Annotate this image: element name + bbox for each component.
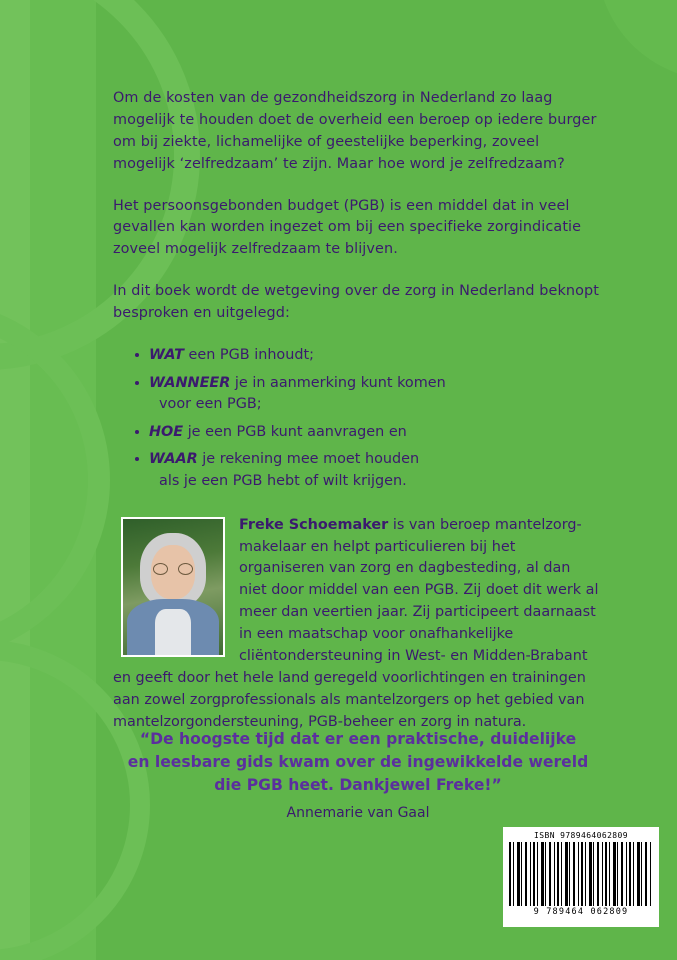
bullet-keyword: HOE bbox=[149, 423, 184, 440]
quote-attribution: Annemarie van Gaal bbox=[286, 805, 430, 821]
barcode-digits: 9 789464 062809 bbox=[533, 907, 629, 917]
bullet-dot-icon bbox=[135, 430, 139, 434]
list-item bbox=[135, 345, 601, 367]
author-bio-body: is van beroep mantelzorg-makelaar en helpt particulieren bij het organiseren van zorg en dagbesteding, al dan niet door middel van een PGB. Zij doet dit werk al meer dan veertien jaar. Zij participeert daarnaast in een maatschap voor onafhankelijke cliëntondersteuning in West- en Midden-Brabant en geeft door het hele land geregeld voorlichtingen en trainingen aan zowel zorgprofessionals als mantelzorgers op het gebied van mantelzorgondersteuning, PGB-beheer en zorg in natura. bbox=[113, 516, 599, 730]
quote-line-1: “De hoogste tijd dat er een praktische, duidelijke bbox=[139, 730, 577, 748]
portrait-shirt bbox=[155, 609, 191, 655]
author-bio-block bbox=[113, 515, 601, 734]
barcode bbox=[503, 827, 659, 927]
bullet-keyword: WANNEER bbox=[149, 374, 231, 391]
paragraph-intro: Om de kosten van de gezondheidszorg in Nederland zo laag mogelijk te houden doet de overheid een beroep op iedere burger om bij ziekte, lichamelijke of geestelijke beperking, zoveel mogelijk ‘zelfredzaam’ te zijn. Maar hoe word je zelfredzaam? bbox=[113, 90, 597, 172]
list-item bbox=[135, 422, 601, 444]
bullet-dot-icon bbox=[135, 353, 139, 357]
review-quote bbox=[113, 728, 603, 797]
paragraph-pgb: Het persoonsgebonden budget (PGB) is een middel dat in veel gevallen kan worden ingezet om bij een specifieke zorgindicatie zoveel mogelijk zelfredzaam te blijven. bbox=[113, 197, 582, 258]
bullet-keyword: WAAR bbox=[149, 451, 198, 468]
bullet-keyword: WAT bbox=[149, 347, 184, 364]
list-item bbox=[135, 449, 601, 492]
list-item bbox=[135, 373, 601, 416]
decorative-corner bbox=[597, 0, 677, 80]
bullet-text: je een PGB kunt aanvragen en bbox=[187, 423, 407, 440]
bullet-list bbox=[113, 345, 601, 493]
bullet-dot-icon bbox=[135, 381, 139, 385]
bullet-dot-icon bbox=[135, 457, 139, 461]
bullet-text: je rekening mee moet houden bbox=[202, 451, 420, 468]
bullet-text-second-line: voor een PGB; bbox=[159, 396, 262, 413]
blurb-content bbox=[113, 88, 601, 734]
author-photo bbox=[121, 517, 225, 657]
quote-line-3: die PGB heet. Dankjewel Freke!” bbox=[214, 776, 502, 795]
bullet-text: je in aanmerking kunt komen bbox=[234, 374, 446, 391]
paragraph-book: In dit boek wordt de wetgeving over de zorg in Nederland beknopt besproken en uitgelegd: bbox=[113, 283, 599, 322]
barcode-isbn-label: ISBN 9789464062809 bbox=[534, 831, 628, 840]
quote-line-2: en leesbare gids kwam over de ingewikkelde wereld bbox=[127, 753, 589, 772]
glasses-icon bbox=[152, 563, 194, 575]
author-name: Freke Schoemaker bbox=[239, 516, 389, 533]
barcode-bars bbox=[509, 842, 653, 906]
bullet-text: een PGB inhoudt; bbox=[188, 347, 314, 364]
bullet-text-second-line: als je een PGB hebt of wilt krijgen. bbox=[159, 473, 407, 490]
